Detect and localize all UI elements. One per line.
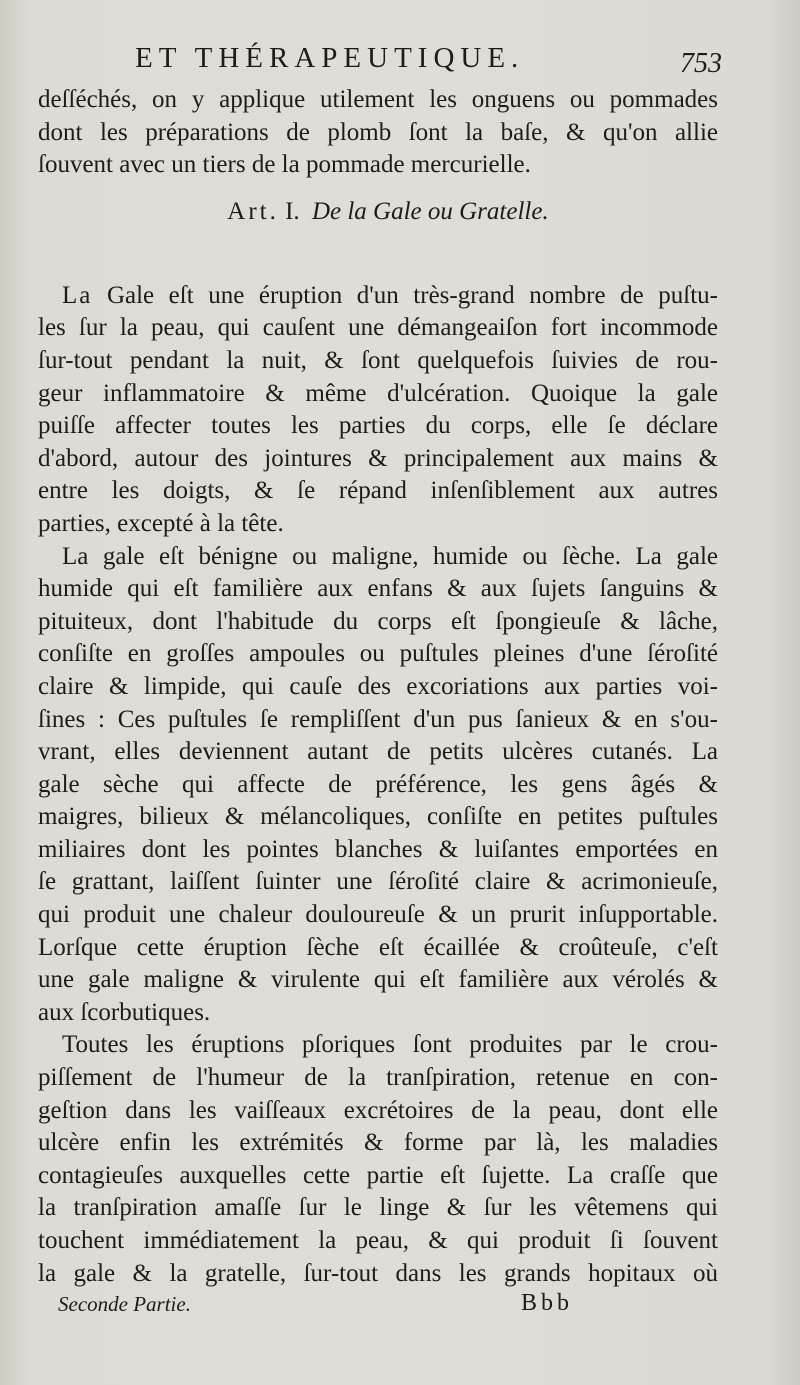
text-line: puiſſe affecter toutes les parties du corps, elle ſe déclare xyxy=(38,412,718,440)
running-head: ET THÉRAPEUTIQUE. xyxy=(135,42,525,74)
signature-mark: Bbb xyxy=(521,1290,574,1316)
text-line: ſouvent avec un tiers de la pommade mercurielle. xyxy=(38,151,531,179)
text-line: gale sèche qui affecte de préférence, les gens âgés & xyxy=(38,770,718,798)
text-line: dont les préparations de plomb ſont la baſe, & qu'on allie xyxy=(38,118,718,146)
text-line: claire & limpide, qui cauſe des excoriations aux parties voi- xyxy=(38,672,718,700)
text-line: geur inflammatoire & même d'ulcération. Quoique la gale xyxy=(38,379,718,407)
text-line: contagieuſes auxquelles cette partie eſt ſujette. La craſſe que xyxy=(38,1161,718,1189)
text-line: ſur-tout pendant la nuit, & ſont quelquefois ſuivies de rou- xyxy=(38,346,718,374)
text-line: les ſur la peau, qui cauſent une démangeaiſon fort incommode xyxy=(38,314,718,342)
text-line: touchent immédiatement la peau, & qui produit ſi ſouvent xyxy=(38,1227,718,1254)
text-line: miliaires dont les pointes blanches & luiſantes emportées en xyxy=(38,835,718,863)
text-line: ulcère enfin les extrémités & forme par là, les maladies xyxy=(38,1129,718,1157)
text-line: vrant, elles deviennent autant de petits ulcères cutanés. La xyxy=(38,738,718,766)
text-line: parties, excepté à la tête. xyxy=(38,509,284,537)
text-line: entre les doigts, & ſe répand inſenſiblement aux autres xyxy=(38,477,718,505)
article-title: De la Gale ou Gratelle. xyxy=(311,197,549,225)
text-line: piſſement de l'humeur de la tranſpiration, retenue en con- xyxy=(38,1064,718,1092)
text-line: la gale & la gratelle, ſur-tout dans les grands hopitaux où xyxy=(38,1259,718,1287)
spacer xyxy=(38,242,718,280)
line-rest: Gale eſt une éruption d'un très-grand nombre de puſtu- xyxy=(106,281,718,309)
text-line: qui produit une chaleur douloureuſe & un prurit inſupportable. xyxy=(38,901,718,929)
text-line: La gale eſt bénigne ou maligne, humide ou ſèche. La gale xyxy=(62,542,718,570)
page-footer xyxy=(0,1292,800,1328)
text-line: Toutes les éruptions pſoriques ſont produites par le crou- xyxy=(62,1031,718,1059)
text-line: maigres, bilieux & mélancoliques, conſiſte en petites puſtules xyxy=(38,803,718,831)
text-line: deſſéchés, on y applique utilement les onguens ou pommades xyxy=(38,86,718,113)
article-label: Art. xyxy=(227,197,279,225)
text-line: ſe grattant, laiſſent ſuinter une ſéroſité claire & acrimonieuſe, xyxy=(38,868,718,896)
text-line xyxy=(38,280,718,313)
text-line: la tranſpiration amaſſe ſur le linge & ſur les vêtemens qui xyxy=(38,1194,718,1222)
text-line: pituiteux, dont l'habitude du corps eſt ſpongieuſe & lâche, xyxy=(38,607,718,635)
text-line: d'abord, autour des jointures & principalement aux mains & xyxy=(38,444,718,472)
page-header xyxy=(0,42,800,82)
text-line: humide qui eſt familière aux enfans & aux ſujets ſanguins & xyxy=(38,575,718,603)
lead-word: La xyxy=(62,281,93,309)
page-number: 753 xyxy=(680,48,722,79)
text-line: Lorſque cette éruption ſèche eſt écaillée & croûteuſe, c'eſt xyxy=(38,933,718,961)
text-line: conſiſte en groſſes ampoules ou puſtules pleines d'une ſéroſité xyxy=(38,640,718,668)
part-label: Seconde Partie. xyxy=(58,1292,191,1316)
text-line: aux ſcorbutiques. xyxy=(38,998,211,1026)
article-heading xyxy=(38,182,718,242)
body-text xyxy=(38,84,718,1290)
text-line: ſines : Ces puſtules ſe rempliſſent d'un pus ſanieux & en s'ou- xyxy=(38,705,718,733)
text-line: une gale maligne & virulente qui eſt familière aux vérolés & xyxy=(38,966,718,994)
text-line: geſtion dans les vaiſſeaux excrétoires de la peau, dont elle xyxy=(38,1096,718,1124)
article-number: I. xyxy=(285,197,300,225)
